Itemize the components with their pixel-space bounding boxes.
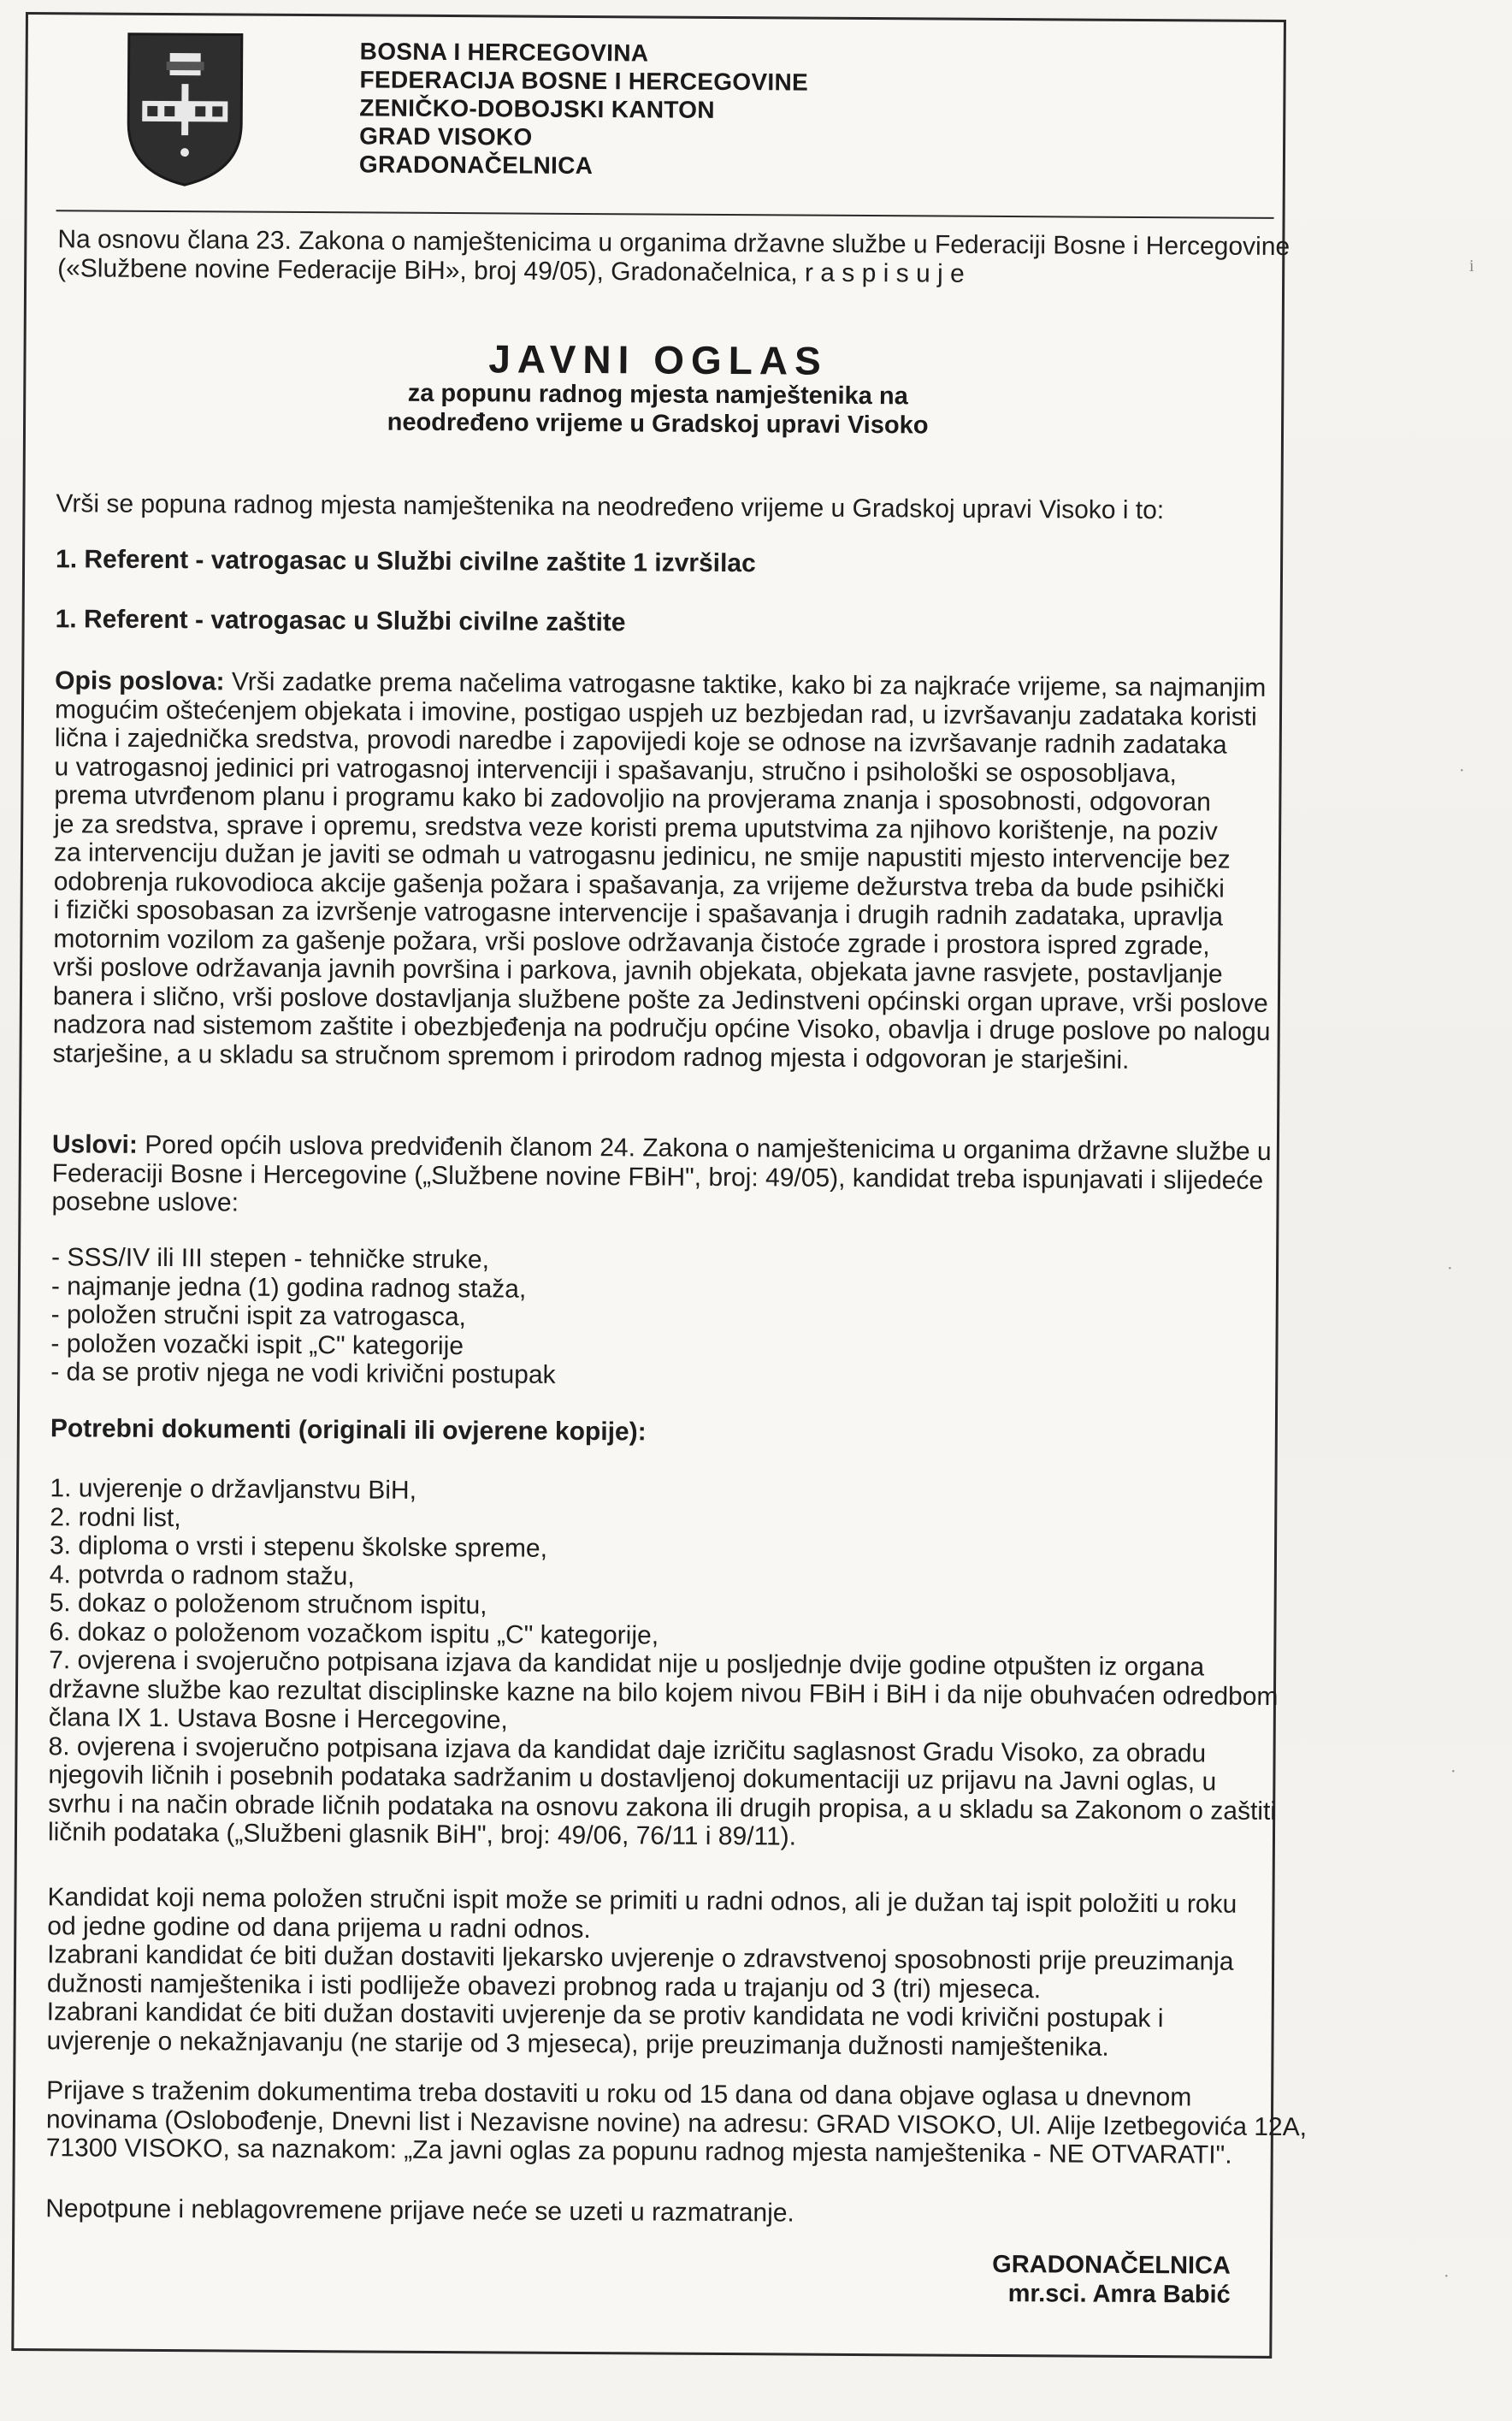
job-description bbox=[52, 666, 1273, 1075]
lead-text: Vrši se popuna radnog mjesta namještenika na neodređeno vrijeme u Gradskoj upravi Visoko i to: bbox=[56, 489, 1165, 525]
margin-mark: · bbox=[1459, 761, 1465, 780]
condition-item: - najmanje jedna (1) godina radnog staža, bbox=[50, 1271, 527, 1304]
condition-item: - SSS/IV ili III stepen - tehničke struke, bbox=[51, 1243, 490, 1275]
document-item: ličnih podataka („Službeni glasnik BiH", broj: 49/06, 76/11 i 89/11). bbox=[47, 1818, 797, 1851]
description-line: odobrenja rukovodioca akcije gašenja požara i spašavanja, za vrijeme dežurstva treba da bude psihički bbox=[53, 867, 1226, 903]
header-federation: FEDERACIJA BOSNE I HERCEGOVINE bbox=[359, 66, 809, 96]
position-heading: 1. Referent - vatrogasac u Službi civilne zaštite bbox=[55, 605, 626, 637]
description-line: za intervenciju dužan je javiti se odmah u vatrogasnu jedinicu, ne smije napustiti mjesto intervencije bez bbox=[53, 838, 1231, 874]
submission-paragraph bbox=[46, 2076, 1308, 2170]
margin-mark: · bbox=[1450, 1762, 1456, 1781]
notes-paragraph bbox=[46, 1883, 1237, 2062]
description-line: banera i slično, vrši poslove dostavljanja službene pošte za Jedinstveni općinski organ uprave, vrši poslove bbox=[52, 981, 1268, 1018]
note-line: Izabrani kandidat će biti dužan dostaviti uvjerenje da se protiv kandidata ne vodi krivični postupak i bbox=[46, 1998, 1164, 2033]
description-line: nadzora nad sistemom zaštite i obezbjeđenja na području općine Visoko, obavlja i druge poslove po nalogu bbox=[52, 1010, 1271, 1046]
closing-note: Nepotpune i neblagovremene prijave neće se uzeti u razmatranje. bbox=[45, 2194, 794, 2228]
documents-list bbox=[48, 1474, 1279, 1854]
announcement-frame bbox=[11, 12, 1308, 2359]
document-item: svrhu i na način obrade ličnih podataka na osnovu zakona ili drugih propisa, a u skladu sa Zakonom o zaštiti bbox=[48, 1789, 1277, 1826]
document-item: 1. uvjerenje o državljanstvu BiH, bbox=[50, 1474, 417, 1505]
description-line: u vatrogasnoj jedinici pri vatrogasnoj intervenciji i spašavanju, stručno i psihološki se osposobljava, bbox=[54, 752, 1178, 788]
margin-mark: i bbox=[1469, 257, 1474, 275]
document-item: 8. ovjerena i svojeručno potpisana izjava da kandidat daje izričitu saglasnost Gradu Visoko, za obradu bbox=[48, 1731, 1207, 1767]
conditions-list bbox=[50, 1243, 556, 1389]
institution-header bbox=[359, 37, 808, 181]
condition-item: - položen vozački ispit „C" kategorije bbox=[50, 1329, 464, 1360]
signature-block bbox=[992, 2250, 1231, 2310]
condition-item: - položen stručni ispit za vatrogasca, bbox=[50, 1300, 467, 1332]
note-line: Izabrani kandidat će biti dužan dostaviti ljekarsko uvjerenje o zdravstvenoj sposobnosti prije preuzimanja bbox=[47, 1940, 1234, 1976]
margin-mark: · bbox=[1447, 1259, 1453, 1278]
signature-name: mr.sci. Amra Babić bbox=[1007, 2280, 1231, 2309]
note-line: Kandidat koji nema položen stručni ispit može se primiti u radni odnos, ali je dužan taj ispit položiti u roku bbox=[47, 1883, 1237, 1919]
intro-line: («Službene novine Federacije BiH», broj 49/05), Gradonačelnica, r a s p i s u j e bbox=[57, 253, 965, 288]
header-country: BOSNA I HERCEGOVINA bbox=[359, 38, 649, 67]
document-item: državne službe kao rezultat disciplinske kazne na bilo kojem nivou FBiH i BiH i da nije obuhvaćen odredbom bbox=[48, 1674, 1279, 1711]
intro-line: Na osnovu člana 23. Zakona o namještenicima u organima državne službe u Federaciji Bosne i Hercegovine bbox=[57, 225, 1291, 262]
submission-line: Prijave s traženim dokumentima treba dostaviti u roku od 15 dana od dana objave oglasa u dnevnom bbox=[46, 2076, 1192, 2112]
header-city: GRAD VISOKO bbox=[359, 122, 533, 151]
conditions-line: Pored općih uslova predviđenih članom 24. Zakona o namještenicima u organima državne službe u bbox=[137, 1130, 1272, 1166]
note-line: dužnosti namještenika i isti podliježe obavezi probnog rada u trajanju od 3 (tri) mjeseca. bbox=[46, 1968, 1042, 2004]
note-line: od jedne godine od dana prijema u radni odnos. bbox=[47, 1911, 591, 1944]
coat-of-arms-icon bbox=[121, 27, 249, 189]
document-item: 7. ovjerena i svojeručno potpisana izjava da kandidat nije u posljednje dvije godine otpušten iz organa bbox=[49, 1646, 1205, 1682]
description-line: je za sredstva, sprave i opremu, sredstva veze koristi prema uputstvima za njihovo korištenje, na poziv bbox=[54, 809, 1218, 846]
description-line: lična i zajednička sredstva, provodi naredbe i zapovijedi koje se odnose na izvršavanje radnih zadataka bbox=[54, 724, 1227, 760]
note-line: uvjerenje o nekažnjavanju (ne starije od 3 mjeseca), prije preuzimanja dužnosti namještenika. bbox=[46, 2026, 1109, 2062]
description-line: Vrši zadatke prema načelima vatrogasne taktike, kako bi za najkraće vrijeme, sa najmanjim bbox=[224, 667, 1267, 702]
document-item: člana IX 1. Ustava Bosne i Hercegovine, bbox=[48, 1703, 508, 1735]
description-label: Opis poslova: bbox=[55, 666, 225, 696]
conditions-label: Uslovi: bbox=[51, 1130, 139, 1159]
description-line: mogućim oštećenjem objekata i imovine, postigao uspjeh uz bezbjedan rad, u izvršavanju zadataka koristi bbox=[54, 695, 1257, 731]
document-item: 2. rodni list, bbox=[50, 1502, 181, 1532]
announcement-title: JAVNI OGLAS bbox=[488, 336, 828, 383]
document-item: 5. dokaz o položenom stručnom ispitu, bbox=[49, 1589, 487, 1620]
description-line: prema utvrđenom planu i programu kako bi zadovoljio na provjerama znanja i sposobnosti, odgovoran bbox=[54, 781, 1211, 817]
document-item: 6. dokaz o položenom vozačkom ispitu „C" kategorije, bbox=[49, 1617, 659, 1650]
document-item: 3. diploma o vrsti i stepenu školske spreme, bbox=[49, 1531, 548, 1563]
description-line: motornim vozilom za gašenje požara, vrši poslove održavanja čistoće zgrade i prostora ispred zgrade, bbox=[53, 924, 1210, 960]
signature-title: GRADONAČELNICA bbox=[992, 2250, 1231, 2280]
submission-line: novinama (Oslobođenje, Dnevni list i Nezavisne novine) na adresu: GRAD VISOKO, Ul. Alije Izetbegovića 12A, bbox=[45, 2104, 1308, 2141]
condition-item: - da se protiv njega ne vodi krivični postupak bbox=[50, 1358, 556, 1389]
announcement-subtitle: neodređeno vrijeme u Gradskoj upravi Visoko bbox=[387, 408, 929, 440]
description-line: vrši poslove održavanja javnih površina i parkova, javnih objekata, objekata javne rasvjete, postavljanje bbox=[53, 953, 1223, 989]
document-item: njegovih ličnih i posebnih podataka sadržanim u dostavljenoj dokumentaciji uz prijavu na Javni oglas, u bbox=[48, 1761, 1217, 1797]
documents-heading: Potrebni dokumenti (originali ili ovjerene kopije): bbox=[50, 1414, 647, 1447]
description-line: starješine, a u skladu sa stručnom spremom i prirodom radnog mjesta i odgovoran je starješini. bbox=[52, 1039, 1130, 1074]
conditions-line: Federaciji Bosne i Hercegovine („Službene novine FBiH", broj: 49/05), kandidat treba ispunjavati i slijedeće bbox=[51, 1158, 1264, 1195]
description-line: i fizički sposobasan za izvršenje vatrogasne intervencije i spašavanja i drugih radnih zadataka, upravlja bbox=[53, 896, 1224, 932]
position-summary: 1. Referent - vatrogasac u Službi civilne zaštite 1 izvršilac bbox=[55, 545, 756, 578]
document-item: 4. potvrda o radnom stažu, bbox=[49, 1560, 355, 1590]
margin-mark: · bbox=[1444, 2267, 1450, 2286]
header-canton: ZENIČKO-DOBOJSKI KANTON bbox=[359, 94, 715, 123]
header-office: GRADONAČELNICA bbox=[358, 151, 594, 180]
submission-line: 71300 VISOKO, sa naznakom: „Za javni oglas za popunu radnog mjesta namještenika - NE OTVARATI". bbox=[45, 2134, 1232, 2169]
conditions-section bbox=[51, 1130, 1271, 1223]
announcement-subtitle: za popunu radnog mjesta namještenika na bbox=[407, 379, 908, 411]
header-divider bbox=[56, 210, 1274, 219]
intro-paragraph bbox=[57, 225, 1290, 290]
conditions-line: posebne uslove: bbox=[51, 1187, 239, 1217]
